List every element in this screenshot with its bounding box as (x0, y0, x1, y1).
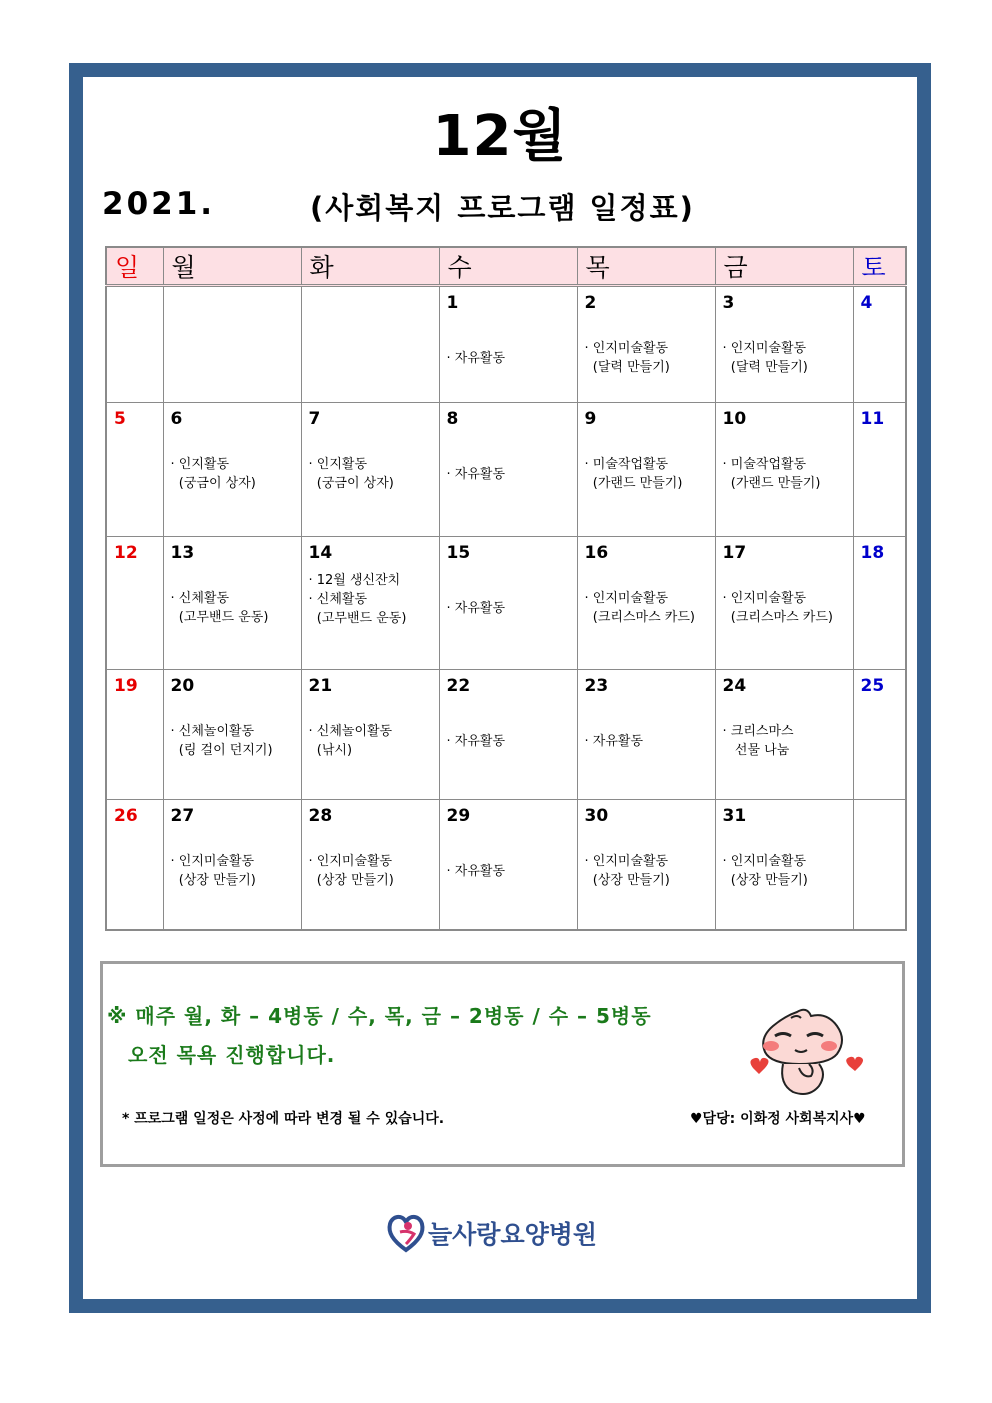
schedule-subtitle: (사회복지 프로그램 일정표) (310, 191, 695, 225)
calendar-day-cell (163, 286, 301, 403)
calendar-day-cell (853, 403, 906, 537)
calendar-day-cell (577, 537, 715, 670)
day-activity: · 인지미술활동 (크리스마스 카드) (584, 591, 695, 625)
schedule-change-note: * 프로그램 일정은 사정에 따라 변경 될 수 있습니다. (122, 1111, 445, 1127)
day-activity: · 자유활동 (446, 734, 505, 749)
weekday-header-row (106, 247, 906, 286)
day-number: 5 (114, 409, 126, 429)
calendar-day-cell (577, 403, 715, 537)
calendar-day-cell (577, 286, 715, 403)
calendar-week-row (106, 800, 906, 930)
day-number: 30 (584, 806, 609, 826)
day-number: 29 (446, 806, 471, 826)
day-activity: · 자유활동 (584, 734, 643, 749)
day-number: 1 (446, 293, 459, 313)
day-number: 22 (446, 676, 471, 696)
calendar-week-row (106, 286, 906, 403)
day-number: 4 (860, 293, 873, 313)
day-number: 26 (114, 806, 138, 826)
calendar-day-cell (853, 800, 906, 930)
calendar-day-cell (715, 670, 853, 800)
day-number: 28 (308, 806, 333, 826)
month-title: 12월 (432, 104, 568, 169)
day-activity: · 자유활동 (446, 601, 505, 616)
day-number: 20 (170, 676, 195, 696)
year-label: 2021. (102, 186, 216, 222)
weekday-fri: 금 (715, 247, 853, 286)
weekday-sun: 일 (106, 247, 163, 286)
calendar-week-row (106, 403, 906, 537)
day-activity: · 인지미술활동 (상장 만들기) (170, 854, 256, 888)
calendar-day-cell (301, 800, 439, 930)
calendar-day-cell (439, 286, 577, 403)
calendar-day-cell (853, 537, 906, 670)
heart-person-logo-icon (386, 1212, 426, 1254)
day-number: 3 (722, 293, 735, 313)
day-number: 15 (446, 543, 471, 563)
day-activity: · 인지활동 (궁금이 상자) (308, 457, 394, 491)
day-number: 23 (584, 676, 609, 696)
day-number: 12 (114, 543, 138, 563)
day-number: 18 (860, 543, 885, 563)
day-activity: · 자유활동 (446, 351, 505, 366)
calendar-day-cell (106, 537, 163, 670)
day-number: 25 (860, 676, 885, 696)
calendar-day-cell (853, 286, 906, 403)
calendar-day-cell (577, 670, 715, 800)
calendar-day-cell (577, 800, 715, 930)
day-number: 6 (170, 409, 183, 429)
day-activity: · 인지미술활동 (상장 만들기) (722, 854, 808, 888)
calendar-day-cell (439, 670, 577, 800)
calendar-day-cell (439, 800, 577, 930)
day-number: 19 (114, 676, 138, 696)
calendar-day-cell (163, 800, 301, 930)
calendar-day-cell (106, 800, 163, 930)
bath-schedule-notice: ※ 매주 월, 화 – 4병동 / 수, 목, 금 – 2병동 / 수 – 5병동 (107, 1004, 652, 1028)
day-activity: · 신체활동 (고무밴드 운동) (170, 591, 269, 625)
calendar-day-cell (853, 670, 906, 800)
weekday-tue: 화 (301, 247, 439, 286)
day-activity: · 인지미술활동 (크리스마스 카드) (722, 591, 833, 625)
calendar-day-cell (163, 403, 301, 537)
day-activity: · 신체놀이활동 (링 걸이 던지기) (170, 724, 273, 758)
calendar-day-cell (439, 537, 577, 670)
day-activity: · 인지활동 (궁금이 상자) (170, 457, 256, 491)
hospital-name: 늘사랑요양병원 (428, 1220, 598, 1249)
day-number: 9 (584, 409, 597, 429)
day-activity: · 자유활동 (446, 864, 505, 879)
day-activity: · 미술작업활동 (가랜드 만들기) (584, 457, 683, 491)
calendar-table (105, 246, 907, 931)
calendar-day-cell (106, 403, 163, 537)
calendar-week-row (106, 537, 906, 670)
day-number: 11 (860, 409, 885, 429)
calendar-day-cell (715, 537, 853, 670)
calendar-day-cell (715, 403, 853, 537)
day-activity: · 12월 생신잔치 · 신체활동 (고무밴드 운동) (308, 573, 407, 626)
day-number: 24 (722, 676, 747, 696)
day-number: 8 (446, 409, 459, 429)
day-activity: · 신체놀이활동 (낚시) (308, 724, 393, 758)
calendar-day-cell (163, 537, 301, 670)
day-number: 7 (308, 409, 321, 429)
calendar-day-cell (106, 670, 163, 800)
day-activity: · 인지미술활동 (달력 만들기) (584, 341, 670, 375)
day-number: 13 (170, 543, 195, 563)
day-activity: · 자유활동 (446, 467, 505, 482)
day-activity: · 인지미술활동 (달력 만들기) (722, 341, 808, 375)
day-activity: · 미술작업활동 (가랜드 만들기) (722, 457, 821, 491)
calendar-day-cell (163, 670, 301, 800)
peach-character-icon (745, 1008, 870, 1103)
day-number: 27 (170, 806, 195, 826)
day-number: 21 (308, 676, 333, 696)
staff-in-charge: ♥담당: 이화정 사회복지사♥ (690, 1111, 866, 1127)
calendar-day-cell (715, 800, 853, 930)
calendar-day-cell (301, 537, 439, 670)
calendar-day-cell (106, 286, 163, 403)
day-activity: · 크리스마스 선물 나눔 (722, 724, 794, 758)
calendar-day-cell (715, 286, 853, 403)
day-number: 16 (584, 543, 609, 563)
weekday-wed: 수 (439, 247, 577, 286)
calendar-day-cell (439, 403, 577, 537)
day-activity: · 인지미술활동 (상장 만들기) (584, 854, 670, 888)
calendar-day-cell (301, 403, 439, 537)
weekday-sat: 토 (853, 247, 906, 286)
weekday-mon: 월 (163, 247, 301, 286)
calendar-day-cell (301, 670, 439, 800)
day-number: 31 (722, 806, 747, 826)
bath-schedule-notice-cont: 오전 목욕 진행합니다. (128, 1043, 336, 1067)
weekday-thu: 목 (577, 247, 715, 286)
day-number: 17 (722, 543, 747, 563)
day-number: 14 (308, 543, 333, 563)
calendar-day-cell (301, 286, 439, 403)
day-number: 2 (584, 293, 597, 313)
day-activity: · 인지미술활동 (상장 만들기) (308, 854, 394, 888)
calendar-week-row (106, 670, 906, 800)
day-number: 10 (722, 409, 747, 429)
